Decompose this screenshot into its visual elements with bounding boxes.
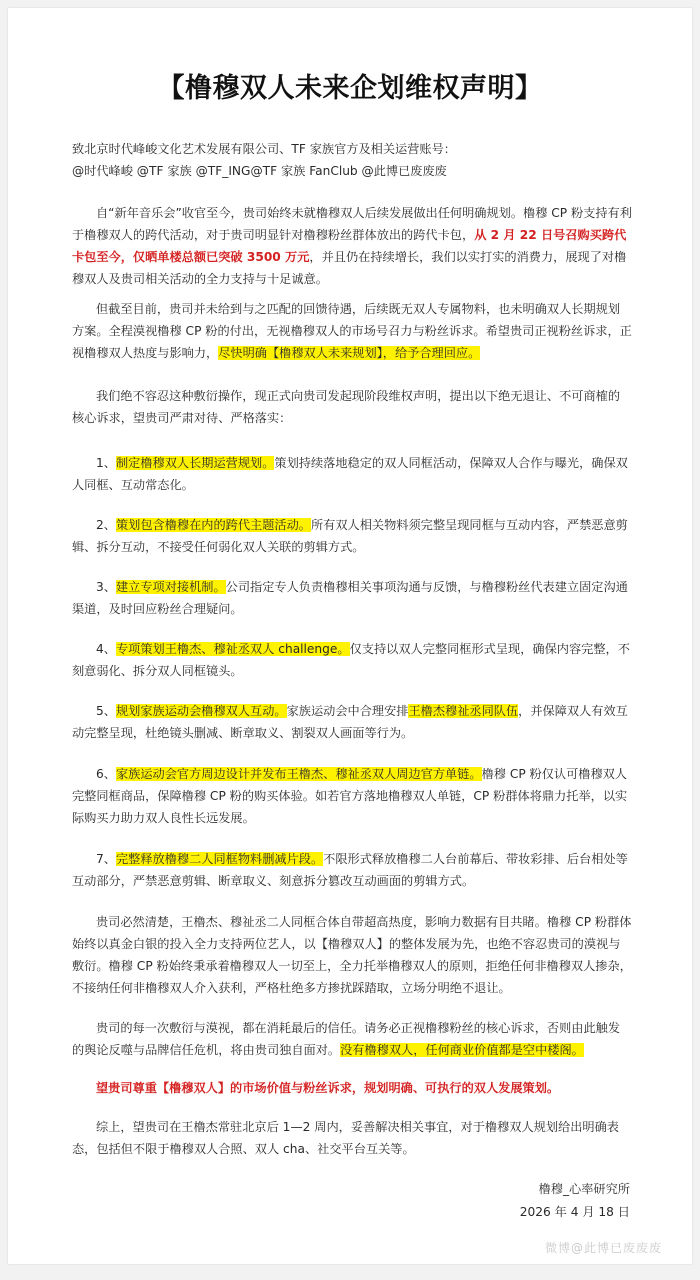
document-title: 【橹穆双人未来企划维权声明】 [157, 73, 543, 104]
demand-item: 3、建立专项对接机制。公司指定专人负责橹穆相关事项沟通与反馈，与橹穆粉丝代表建立固定沟通渠道，及时回应粉丝合理疑问。 [72, 580, 628, 616]
signature: 橹穆_心率研究所 [538, 1182, 630, 1196]
paragraph-7: 综上，望贵司在王橹杰常驻北京后 1—2 周内，妥善解决相关事宜，对于橹穆双人规划给出明确表态，包括但不限于橹穆双人合照、双人 cha、社交平台互关等。 [72, 1120, 619, 1156]
demand-item: 4、专项策划王橹杰、穆祉丞双人 challenge。仅支持以双人完整同框形式呈现，确保内容完整，不刻意弱化、拆分双人同框镜头。 [72, 642, 630, 678]
demand-highlight-team: 王橹杰穆祉丞同队伍 [408, 704, 519, 718]
demand-highlight: 策划包含橹穆在内的跨代主题活动。 [115, 518, 311, 532]
paragraph-2: 但截至目前，贵司并未给到与之匹配的回馈待遇，后续既无双人专属物料，也未明确双人长期规划方案。全程漠视橹穆 CP 粉的付出，无视橹穆双人的市场号召力与粉丝诉求。希望贵司正视粉丝诉求，正视橹穆双人热度与影响力，尽快明确【橹穆双人未来规划】，给予合理回应。 [72, 302, 632, 360]
addressee [72, 138, 632, 182]
date: 2026 年 4 月 18 日 [519, 1205, 630, 1219]
paragraph-5: 贵司的每一次敷衍与漠视，都在消耗最后的信任。请务必正视橹穆粉丝的核心诉求，否则由此触发的舆论反噬与品牌信任危机，将由贵司独自面对。没有橹穆双人，任何商业价值都是空中楼阁。 [72, 1021, 621, 1057]
highlight-future-plan: 尽快明确【橹穆双人未来规划】，给予合理回应。 [218, 346, 481, 360]
paragraph-1: 自“新年音乐会”收官至今，贵司始终未就橹穆双人后续发展做出任何明确规划。橹穆 CP 粉支持有利于橹穆双人的跨代活动，对于贵司明显针对橹穆粉丝群体放出的跨代卡包，从 2 月 22 日号召购买跨代卡包至今，仅晒单楼总额已突破 3500 万元，并且仍在持续增长，我们以实打实的消费力，展现了对橹穆双人及贵司相关活动的全力支持与十足诚意。 [72, 206, 632, 286]
demand-highlight: 建立专项对接机制。 [115, 580, 226, 594]
paragraph-4: 贵司必然清楚，王橹杰、穆祉丞二人同框合体自带超高热度，影响力数据有目共睹。橹穆 CP 粉群体始终以真金白银的投入全力支持两位艺人，以【橹穆双人】的整体发展为先，也绝不容忍贵司的漠视与敷衍。橹穆 CP 粉始终秉承着橹穆双人一切至上，全力托举橹穆双人的原则，拒绝任何非橹穆双人掺杂，不接纳任何非橹穆双人介入获利，严格杜绝多方掺扰踩踏取，立场分明绝不退让。 [72, 915, 632, 995]
highlight-value-statement: 没有橹穆双人，任何商业价值都是空中楼阁。 [340, 1043, 584, 1057]
demand-highlight: 规划家族运动会橹穆双人互动。 [115, 704, 287, 718]
addressee-line1: 致北京时代峰峻文化艺术发展有限公司、TF 家族官方及相关运营账号： [72, 142, 456, 156]
demand-highlight: 家族运动会官方周边设计并发布王橹杰、穆祉丞双人周边官方单链。 [115, 767, 482, 781]
demand-item: 7、完整释放橹穆二人同框物料删减片段。不限形式释放橹穆二人台前幕后、带妆彩排、后台相处等互动部分，严禁恶意剪辑、断章取义、刻意拆分篡改互动画面的剪辑方式。 [72, 852, 628, 888]
paragraph-3: 我们绝不容忍这种敷衍操作，现正式向贵司发起现阶段维权声明，提出以下绝无退让、不可商榷的核心诉求，望贵司严肃对待、严格落实： [72, 389, 621, 425]
paragraph-6-emphasis: 望贵司尊重【橹穆双人】的市场价值与粉丝诉求，规划明确、可执行的双人发展策划。 [96, 1081, 560, 1095]
demand-item: 1、制定橹穆双人长期运营规划。策划持续落地稳定的双人同框活动，保障双人合作与曝光，确保双人同框、互动常态化。 [72, 456, 628, 492]
demand-item: 6、家族运动会官方周边设计并发布王橹杰、穆祉丞双人周边官方单链。橹穆 CP 粉仅认可橹穆双人完整同框商品，保障橹穆 CP 粉的购买体验。如若官方落地橹穆双人单链，CP 粉群体将鼎力托举，以实际购买力助力双人良性长远发展。 [72, 767, 628, 825]
demand-highlight: 制定橹穆双人长期运营规划。 [115, 456, 275, 470]
demand-highlight: 完整释放橹穆二人同框物料删减片段。 [115, 852, 324, 866]
sales-total-emphasis: 从 2 月 22 日号召购买跨代卡包至今，仅晒单楼总额已突破 3500 万元 [72, 228, 627, 264]
demand-item: 5、规划家族运动会橹穆双人互动。家族运动会中合理安排王橹杰穆祉丞同队伍，并保障双人有效互动完整呈现，杜绝镜头删减、断章取义、割裂双人画面等行为。 [72, 704, 628, 740]
document-page [8, 8, 692, 1264]
demand-item: 2、策划包含橹穆在内的跨代主题活动。所有双人相关物料须完整呈现同框与互动内容，严禁恶意剪辑、拆分互动，不接受任何弱化双人关联的剪辑方式。 [72, 518, 628, 554]
demand-highlight: 专项策划王橹杰、穆祉丞双人 challenge。 [115, 642, 350, 656]
addressee-line2: @时代峰峻 @TF 家族 @TF_ING@TF 家族 FanClub @此博已废废废 [72, 164, 447, 178]
watermark: 微博@此博已废废废 [544, 1241, 662, 1255]
